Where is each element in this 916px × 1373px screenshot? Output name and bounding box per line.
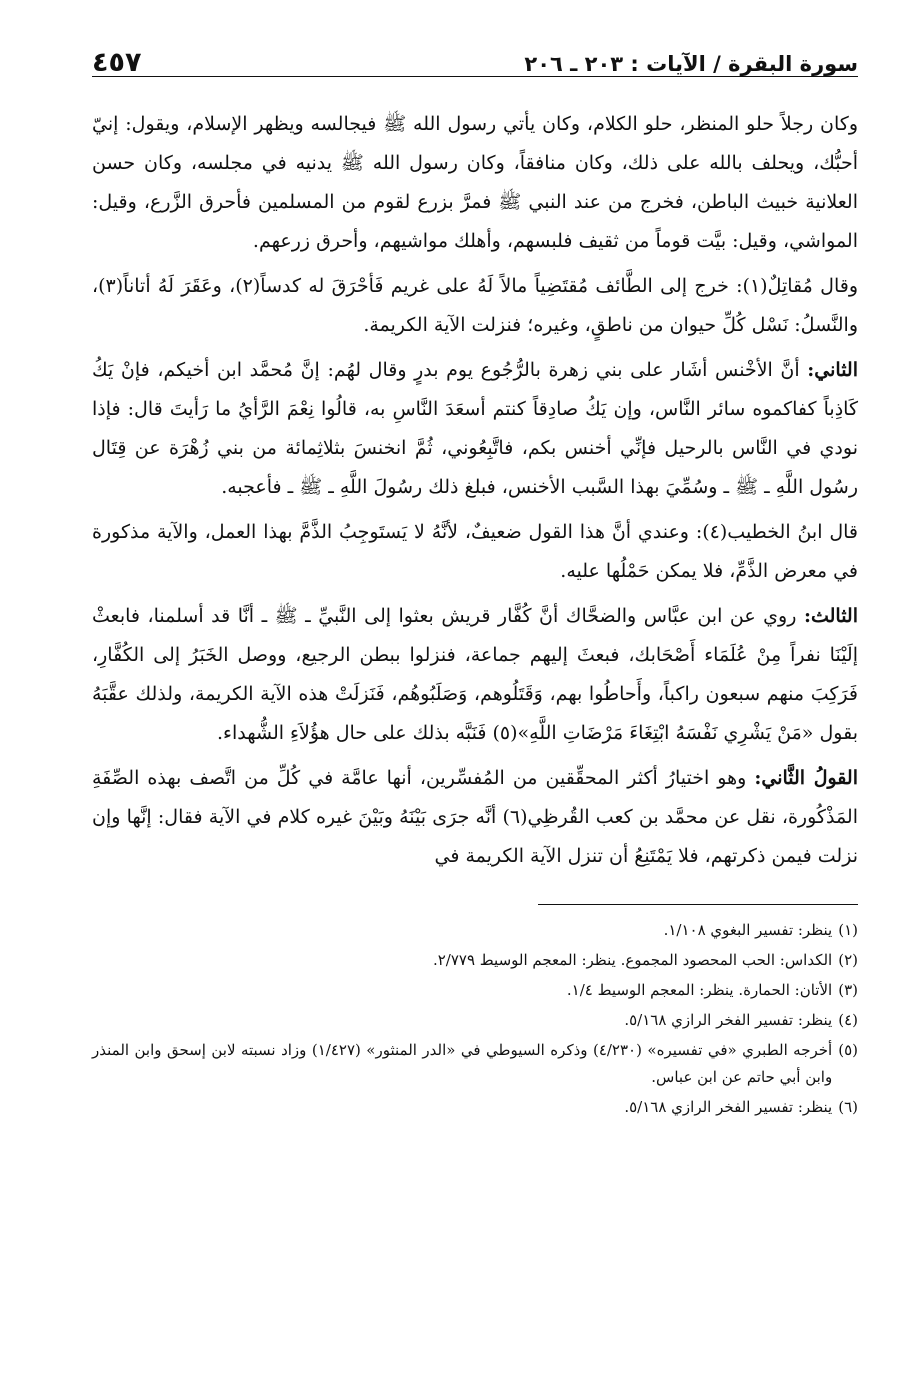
footnote-number: (٥) — [838, 1041, 858, 1059]
paragraph — [92, 513, 858, 591]
footnote — [92, 917, 858, 944]
footnote-text: الكداس: الحب المحصود المجموع. ينظر: المعجم الوسيط ٢/٧٧٩. — [432, 951, 833, 969]
paragraph — [92, 351, 858, 507]
paragraph — [92, 267, 858, 345]
paragraph-text: أنَّ الأخْنس أشَار على بني زهرة بالرُّجُوع يوم بدرٍ وقال لهُم: إنَّ مُحمَّد ابن أخيكم، فإنْ يَكُ كَاذِباً كفاكموه سائر النَّاس، وإن يَكُ صادِقاً كنتم أسعَدَ النَّاسِ به، قالُوا نِعْمَ الرَّأيُ ما رَأيتَ قال: فإذا نودي في النَّاس بالرحيل فإنِّي أخنس بكم، فاتَّبِعُوني، ثُمَّ انخنسَ بثلاثِمائة من بني زُهْرَة عن قِتَال رسُول اللَّهِ ـ ﷺ ـ وسُمِّيَ بهذا السَّبب الأخنس، فبلغ ذلك رسُولَ اللَّهِ ـ ﷺ ـ فأعجبه. — [92, 359, 858, 498]
paragraph — [92, 759, 858, 876]
footnote — [92, 1007, 858, 1034]
paragraph-text: قال ابنُ الخطيب(٤): وعندي أنَّ هذا القول ضعيفٌ، لأنَّهُ لا يَستَوجِبُ الذَّمَّ بهذا العمل، والآية مذكورة في معرض الذَّمِّ، فلا يمكن حَمْلُها عليه. — [92, 521, 858, 582]
footnote-text: ينظر: تفسير الفخر الرازي ٥/١٦٨. — [624, 1011, 833, 1029]
footnote-number: (٣) — [838, 981, 858, 999]
main-text — [92, 105, 858, 876]
paragraph-lead: القولُ الثَّاني: — [754, 767, 858, 789]
footnote-text: ينظر: تفسير الفخر الرازي ٥/١٦٨. — [624, 1098, 833, 1116]
footnote — [92, 947, 858, 974]
footnote-text: الأتان: الحمارة. ينظر: المعجم الوسيط ١/٤. — [566, 981, 833, 999]
paragraph-text: وقال مُقاتِلٌ(١): خرج إلى الطَّائف مُقتَضِياً مالاً لَهُ على غريم فَأحْرَقَ له كدساً(٢)، وعَقَرَ لَهُ أتاناً(٣)، والنَّسلُ: نَسْل كُلِّ حيوان من ناطقٍ، وغيره؛ فنزلت الآية الكريمة. — [92, 275, 858, 336]
footnote-separator — [538, 904, 858, 905]
paragraph-text: روي عن ابن عبَّاس والضحَّاك أنَّ كُفَّار قريش بعثوا إلى النَّبيِّ ـ ﷺ ـ أنَّا قد أسلمنا، فابعثْ إلَيْنَا نفراً مِنْ عُلَمَاء أَصْحَابك، فبعثَ إليهم جماعة، فنزلوا ببطن الرجيع، ووصل الخَبَرُ إلى الكُفَّارِ، فَرَكِبَ منهم سبعون راكباً، وأَحاطُوا بهم، وَقَتَلُوهم، وَصَلَبُوهُم، فَنَزلَتْ هذه الآية الكريمة، ولذلك عقَّبَهُ بقول «مَنْ يَشْرِي نَفْسَهُ ابْتِغَاءَ مَرْضَاتِ اللَّهِ»(٥) فَنَبَّه بذلك على حال هؤُلاَءِ الشُّهداء. — [92, 605, 858, 744]
footnote-number: (١) — [838, 921, 858, 939]
footnote-number: (٦) — [838, 1098, 858, 1116]
footnote — [92, 977, 858, 1004]
page-number: ٤٥٧ — [92, 47, 142, 78]
header-title: سورة البقرة / الآيات : ٢٠٣ ـ ٢٠٦ — [524, 52, 858, 76]
footnote-text: أخرجه الطبري «في تفسيره» (٤/٢٣٠) وذكره السيوطي في «الدر المنثور» (١/٤٢٧) وزاد نسبته لابن إسحق وابن المنذر وابن أبي حاتم عن ابن عباس. — [92, 1041, 833, 1086]
footnote — [92, 1094, 858, 1121]
footnote-number: (٤) — [838, 1011, 858, 1029]
paragraph-lead: الثاني: — [807, 359, 858, 381]
paragraph-lead: الثالث: — [803, 605, 859, 627]
paragraph-text: وكان رجلاً حلو المنظر، حلو الكلام، وكان يأتي رسول الله ﷺ فيجالسه ويظهر الإسلام، ويقول: إنيّ أحبُّك، ويحلف بالله على ذلك، وكان منافقاً، وكان رسول الله ﷺ يدنيه في مجلسه، وكان حسن العلانية خبيث الباطن، فخرج من عند النبي ﷺ فمرَّ بزرع لقوم من المسلمين فأحرق الزَّرع، وقيل: المواشي، وقيل: بيَّت قوماً من ثقيف فلبسهم، وأهلك مواشيهم، وأحرق زرعهم. — [92, 113, 858, 252]
paragraph — [92, 105, 858, 261]
paragraph-text: وهو اختيارُ أكثر المحقِّقين من المُفسِّرين، أنها عامَّة في كُلِّ من اتَّصف بهذه الصِّفَةِ المَذْكُورة، نقل عن محمَّد بن كعب القُرظِي(٦) أنَّه جرَى بَيْنَهُ وبَيْنَ غيره كلام في الآية فقال: إنَّها وإن نزلت فيمن ذكرتهم، فلا يَمْتَنِعُ أن تنزل الآية الكريمة في — [92, 767, 858, 867]
footnote-text: ينظر: تفسير البغوي ١/١٠٨. — [663, 921, 833, 939]
footnote — [92, 1037, 858, 1091]
footnote-number: (٢) — [838, 951, 858, 969]
footnotes — [92, 917, 858, 1121]
running-header — [92, 28, 858, 77]
paragraph — [92, 597, 858, 753]
